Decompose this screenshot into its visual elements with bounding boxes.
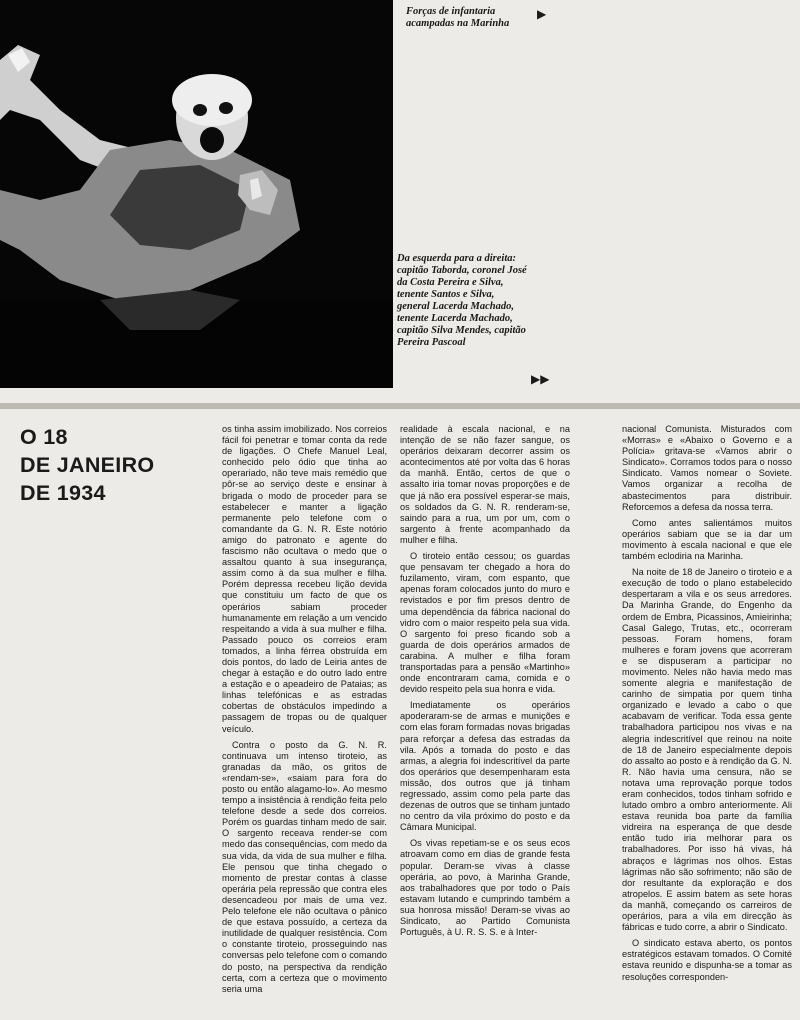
photo-illustration — [0, 0, 393, 388]
paragraph: os tinha assim imobilizado. Nos correios fácil foi penetrar e tomar conta da rede de ligações. O Chefe Manuel Leal, conhecido pelo ódio que tinha ao operariado, não teve mais remédio que pôr-se ao serviço deste e ensinar à brigada o modo de proceder para se estabelecer e manter a ligação permanente pelo telefone com o comandante da G. N. R. Este notório amigo do patronato e agente do fascismo não ocultava o medo que o assaltou quanto à sua insegurança, assim como à da sua mulher e filha. Porém depressa recebeu lição devida que constituiu um facto de que os operários sabiam proceder humanamente em relação a um vencido respeitando a vida à sua mulher e filha. Passado pouco os correios eram tomados, a linha férrea obstruída em dois pontos, do lado de Leiria antes de chegar à estação e do outro lado entre a estação e o apeadeiro de Pataias; as linhas telefónicas e as estradas cobertas de obstáculos impedindo a passagem de tropas ou de qualquer veículo. — [222, 424, 387, 734]
article-title-line-2: DE JANEIRO — [20, 453, 155, 477]
arrow-right-icon: ▶ — [537, 7, 547, 21]
divider-band — [0, 403, 800, 409]
paragraph: O sindicato estava aberto, os pontos estratégicos estavam tomados. O Comité estava reunido e dispunha-se a tomar as resoluções corresponden- — [622, 938, 792, 982]
paragraph: nacional Comunista. Misturados com «Morras» e «Abaixo o Governo e a Polícia» gritava-se «Vamos abrir o Sindicato». Corramos todos para o nosso Sindicato. Vamos nomear o Soviete. Vamos organizar a recolha de abastecimentos para distribuir. Reforcemos a defesa da nossa terra. — [622, 424, 792, 512]
paragraph: Na noite de 18 de Janeiro o tiroteio e a execução de todo o plano estabelecido despertaram a vila e os seus arredores. Da Marinha Grande, do Engenho da ordem de Embra, Picassinos, Amieirinha; Casal Galego, Trutas, etc., ocorreram pessoas. Foram homens, foram mulheres e foram jovens que acorreram e se dispuseram a participar no movimento. Neles não havia medo mas somente alegria e manifestação de carinho de simpatia por quem tinha organizado e levado a cabo o que acabavam de verificar. Toda essa gente trabalhadora participou nos vivas e na alegria indescritível que reinou na noite de 18 de Janeiro especialmente depois do assalto ao posto e à rendição da G. N. R. Não havia uma censura, não se notava uma reprovação porque todos eram conhecidos, todos tinham sofrido e lutado ombro a ombro anteriormente. Ali estava reunida boa parte da família vidreira na esperança de que desde então tudo iria melhorar para os trabalhadores. Por isso há vivas, há abraços e lágrimas nos olhos. Estas lágrimas não são sofrimento; não são de dor resultante da exploração e dos atropelos. E assim batem as sete horas da manhã, começando os carreiros de operários, para a vila em direcção às fábricas e tudo corre, a abrir o Sindicato. — [622, 567, 792, 933]
text-column-2 — [400, 424, 570, 1020]
paragraph: Como antes salientámos muitos operários sabiam que se ia dar um movimento à escala nacional e que ele também eclodiria na Marinha. — [622, 517, 792, 562]
double-arrow-right-icon: ▶▶ — [531, 372, 550, 386]
article-title — [20, 423, 200, 507]
article-title-line-3: DE 1934 — [20, 481, 106, 505]
caption-top: Forças de infantaria acampadas na Marinha — [406, 6, 510, 29]
paragraph: Os vivas repetiam-se e os seus ecos atroavam como em dias de grande festa popular. Deram-se vivas à classe operária, ao povo, à Marinha Grande, aos trabalhadores que por todo o País estavam lutando e cumprindo também a sua honrosa missão! Deram-se vivas ao Sindicato, ao Partido Comunista Português, à U. R. S. S. e à Inter- — [400, 838, 570, 938]
article-title-line-1: O 18 — [20, 425, 68, 449]
photo-infantry-forces — [0, 0, 393, 388]
paragraph: realidade à escala nacional, e na intenção de se não fazer sangue, os operários deixaram decorrer assim os acontecimentos até por volta das 6 horas da manhã. Então, certos de que o assalto iria tomar novas proporções e de que já não era possível esperar-se mais, os soldados da G. N. R. renderam-se, saindo para a rua, um por um, com o sargento à frente acompanhado da mulher e filha. — [400, 424, 570, 545]
paragraph: Imediatamente os operários apoderaram-se de armas e munições e com elas foram formadas novas brigadas para reforçar a defesa das estradas da vila. Após a tomada do posto e das armas, a alegria foi indescritível da parte dos operários que desempenharam esta missão, dos outros que já tinham regressado, assim como pela parte das dezenas de outros que se tinham juntado no centro da vila próximo do posto e da Câmara Municipal. — [400, 700, 570, 833]
text-column-1 — [222, 424, 387, 1020]
text-column-3 — [622, 424, 792, 1020]
paragraph: O tiroteio então cessou; os guardas que pensavam ter chegado a hora do fuzilamento, viram, com espanto, que apenas foram colocados junto do muro e revistados e por fim presos dentro de uma dependência da fábrica nacional do vidro com o maior respeito pela sua vida. O sargento foi preso ficando sob a guarda de dois operários armados de carabina. A mulher e filha foram transportadas para a pensão «Martinho» onde encontraram cama, comida e o devido respeito pela sua honra e vida. — [400, 551, 570, 695]
caption-bottom: Da esquerda para a direita: capitão Taborda, coronel José da Costa Pereira e Silva, tenente Santos e Silva, general Lacerda Machado, tenente Lacerda Machado, capitão Silva Mendes, capitão Pereira Pascoal — [397, 253, 527, 348]
paragraph: Contra o posto da G. N. R. continuava um intenso tiroteio, as granadas da mão, os gritos de «rendam-se», «saiam para fora do posto ou então alagamo-lo». Ao mesmo tempo a insistência à rendição feita pelo telefone desde a sede dos correios. Porém os guardas tinham medo de sair. O sargento receava render-se com medo das consequências, com medo da sua vida, da vida de sua mulher e filha. Ele pensou que tinha chegado o momento de prestar contas à classe operária pela repressão que contra eles desencadeou por mais de uma vez. Pelo telefone ele não ocultava o pânico de que estava possuído, a certeza da inutilidade de qualquer resistência. Com o constante tiroteio, prosseguindo nas conversas pelo telefone com o comando do posto, na perspectiva da rendição certa, com a certeza que o movimento seria uma — [222, 739, 387, 994]
